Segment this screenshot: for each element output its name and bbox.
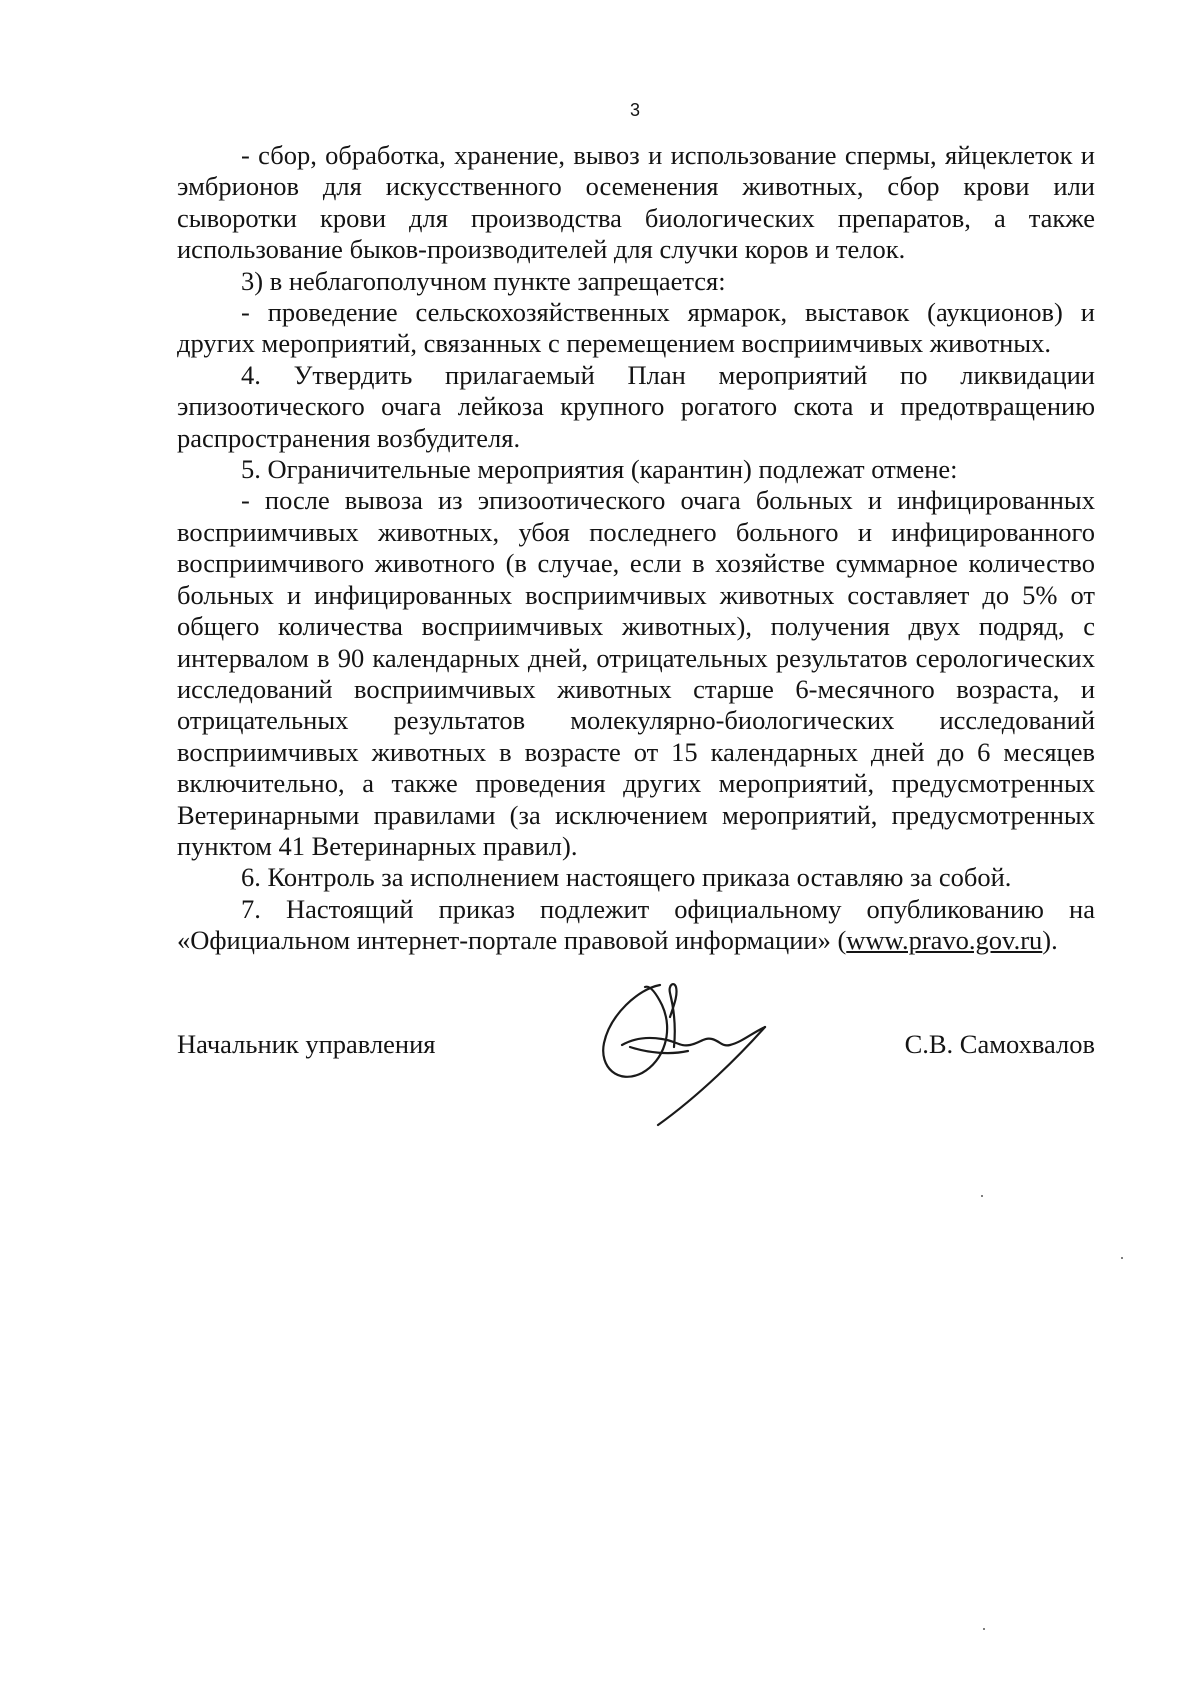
scan-speck (981, 1195, 983, 1197)
handwritten-signature-icon (590, 975, 790, 1135)
pravo-gov-link[interactable]: www.pravo.gov.ru (846, 925, 1043, 956)
paragraph-item-6: 6. Контроль за исполнением настоящего приказа оставляю за собой. (241, 862, 1012, 893)
scan-speck (983, 1628, 985, 1630)
document-body (177, 140, 1095, 957)
scan-speck (1121, 1257, 1123, 1259)
publication-tail: ). (1042, 925, 1058, 956)
signatory-name: С.В. Самохвалов (904, 1029, 1095, 1059)
page-number: 3 (629, 100, 640, 120)
signatory-title: Начальник управления (177, 1029, 436, 1059)
paragraph-item-4: 4. Утвердить прилагаемый План мероприятий по ликвидации эпизоотического очага лейкоза крупного рогатого скота и предотвращению распространения возбудителя. (177, 359, 1095, 453)
paragraph-fairs-ban: - проведение сельскохозяйственных ярмарок, выставок (аукционов) и других мероприятий, связанных с перемещением восприимчивых животных. (177, 297, 1095, 359)
publication-text: 7. Настоящий приказ подлежит официальному опубликованию на «Официальном интернет-портале правовой информации» ( (177, 893, 1095, 956)
paragraph-item-7 (177, 894, 1095, 957)
paragraph-item-5: 5. Ограничительные мероприятия (карантин) подлежат отмене: (241, 454, 958, 485)
paragraph-item-3: 3) в неблагополучном пункте запрещается: (241, 265, 726, 296)
paragraph-semen-collection: - сбор, обработка, хранение, вывоз и использование спермы, яйцеклеток и эмбрионов для искусственного осеменения животных, сбор крови или сыворотки крови для производства биологических препаратов, а также использование быков-производителей для случки коров и телок. (177, 140, 1095, 265)
paragraph-quarantine-lift-conditions: - после вывоза из эпизоотического очага больных и инфицированных восприимчивых животных, убоя последнего больного и инфицированного восприимчивого животного (в случае, если в хозяйстве суммарное количество больных и инфицированных восприимчивых животных составляет до 5% от общего количества восприимчивых животных), получения двух подряд, с интервалом в 90 календарных дней, отрицательных результатов серологических исследований восприимчивых животных старше 6-месячного возраста, и отрицательных результатов молекулярно-биологических исследований восприимчивых животных в возрасте от 15 календарных дней до 6 месяцев включительно, а также проведения других мероприятий, предусмотренных Ветеринарными правилами (за исключением мероприятий, предусмотренных пунктом 41 Ветеринарных правил). (177, 485, 1095, 861)
